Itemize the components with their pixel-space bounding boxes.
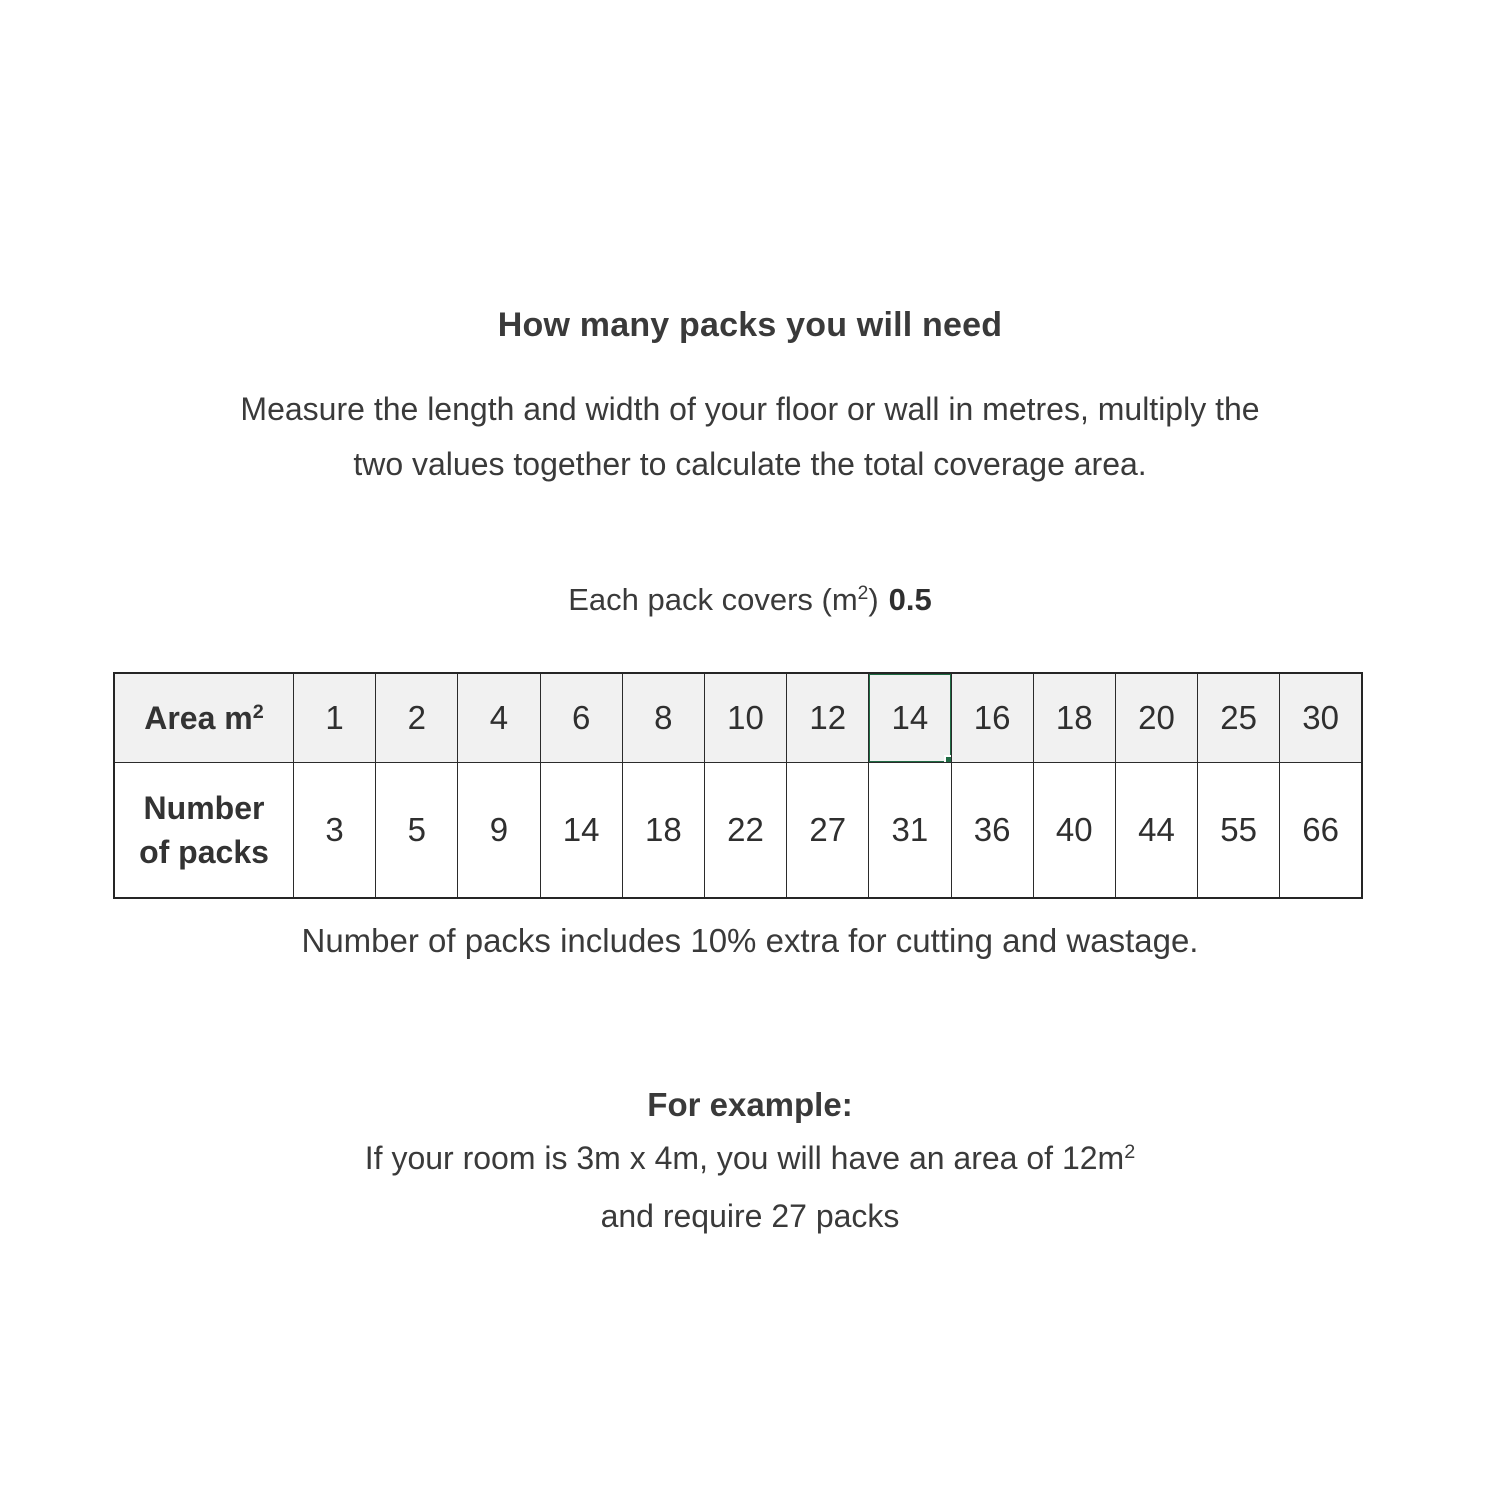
footnote: Number of packs includes 10% extra for cutting and wastage. bbox=[301, 922, 1199, 959]
area-cell[interactable]: 16 bbox=[951, 673, 1033, 763]
coverage-suffix: ) bbox=[868, 582, 879, 617]
packs-cell[interactable]: 40 bbox=[1033, 763, 1115, 899]
intro-line-2: two values together to calculate the total coverage area. bbox=[353, 446, 1147, 482]
packs-cell[interactable]: 55 bbox=[1198, 763, 1280, 899]
packs-cell[interactable]: 31 bbox=[869, 763, 951, 899]
packs-cell[interactable]: 27 bbox=[787, 763, 869, 899]
area-cell[interactable]: 10 bbox=[704, 673, 786, 763]
area-cell[interactable]: 20 bbox=[1115, 673, 1197, 763]
example-line-2: and require 27 packs bbox=[600, 1198, 900, 1234]
coverage-line bbox=[0, 582, 1500, 618]
packs-cell[interactable]: 3 bbox=[294, 763, 376, 899]
area-cell[interactable]: 1 bbox=[294, 673, 376, 763]
example-heading: For example: bbox=[647, 1086, 853, 1123]
area-cell[interactable]: 12 bbox=[787, 673, 869, 763]
area-row-header[interactable] bbox=[114, 673, 294, 763]
packs-row-header[interactable] bbox=[114, 763, 294, 899]
area-cell-selected[interactable]: 14 bbox=[869, 673, 951, 763]
table-row-packs bbox=[114, 763, 1362, 899]
packs-cell[interactable]: 5 bbox=[376, 763, 458, 899]
packs-row-header-line-1: Number bbox=[143, 790, 265, 826]
intro-paragraph bbox=[0, 382, 1500, 492]
area-row-header-text: Area m bbox=[144, 699, 253, 736]
packs-cell[interactable]: 14 bbox=[540, 763, 622, 899]
example-line-1-superscript: 2 bbox=[1124, 1141, 1136, 1164]
area-cell[interactable]: 18 bbox=[1033, 673, 1115, 763]
area-row-header-superscript: 2 bbox=[252, 700, 264, 723]
coverage-prefix: Each pack covers (m bbox=[568, 582, 858, 617]
packs-row-header-line-2: of packs bbox=[139, 834, 269, 870]
area-cell[interactable]: 25 bbox=[1198, 673, 1280, 763]
area-cell[interactable]: 8 bbox=[622, 673, 704, 763]
packs-cell[interactable]: 36 bbox=[951, 763, 1033, 899]
packs-cell[interactable]: 9 bbox=[458, 763, 540, 899]
page-title: How many packs you will need bbox=[497, 306, 1003, 344]
packs-cell[interactable]: 18 bbox=[622, 763, 704, 899]
area-cell[interactable]: 2 bbox=[376, 673, 458, 763]
area-cell[interactable]: 30 bbox=[1280, 673, 1362, 763]
example-line-1-text: If your room is 3m x 4m, you will have an area of 12m bbox=[364, 1140, 1125, 1176]
coverage-superscript: 2 bbox=[857, 583, 869, 605]
packs-cell[interactable]: 66 bbox=[1280, 763, 1362, 899]
area-cell[interactable]: 6 bbox=[540, 673, 622, 763]
area-cell[interactable]: 4 bbox=[458, 673, 540, 763]
intro-line-1: Measure the length and width of your floor or wall in metres, multiply the bbox=[240, 391, 1260, 427]
table-row-area bbox=[114, 673, 1362, 763]
packs-table bbox=[113, 672, 1363, 899]
coverage-value: 0.5 bbox=[888, 582, 932, 617]
packs-cell[interactable]: 22 bbox=[704, 763, 786, 899]
packs-cell[interactable]: 44 bbox=[1115, 763, 1197, 899]
example-line-1 bbox=[0, 1140, 1500, 1177]
